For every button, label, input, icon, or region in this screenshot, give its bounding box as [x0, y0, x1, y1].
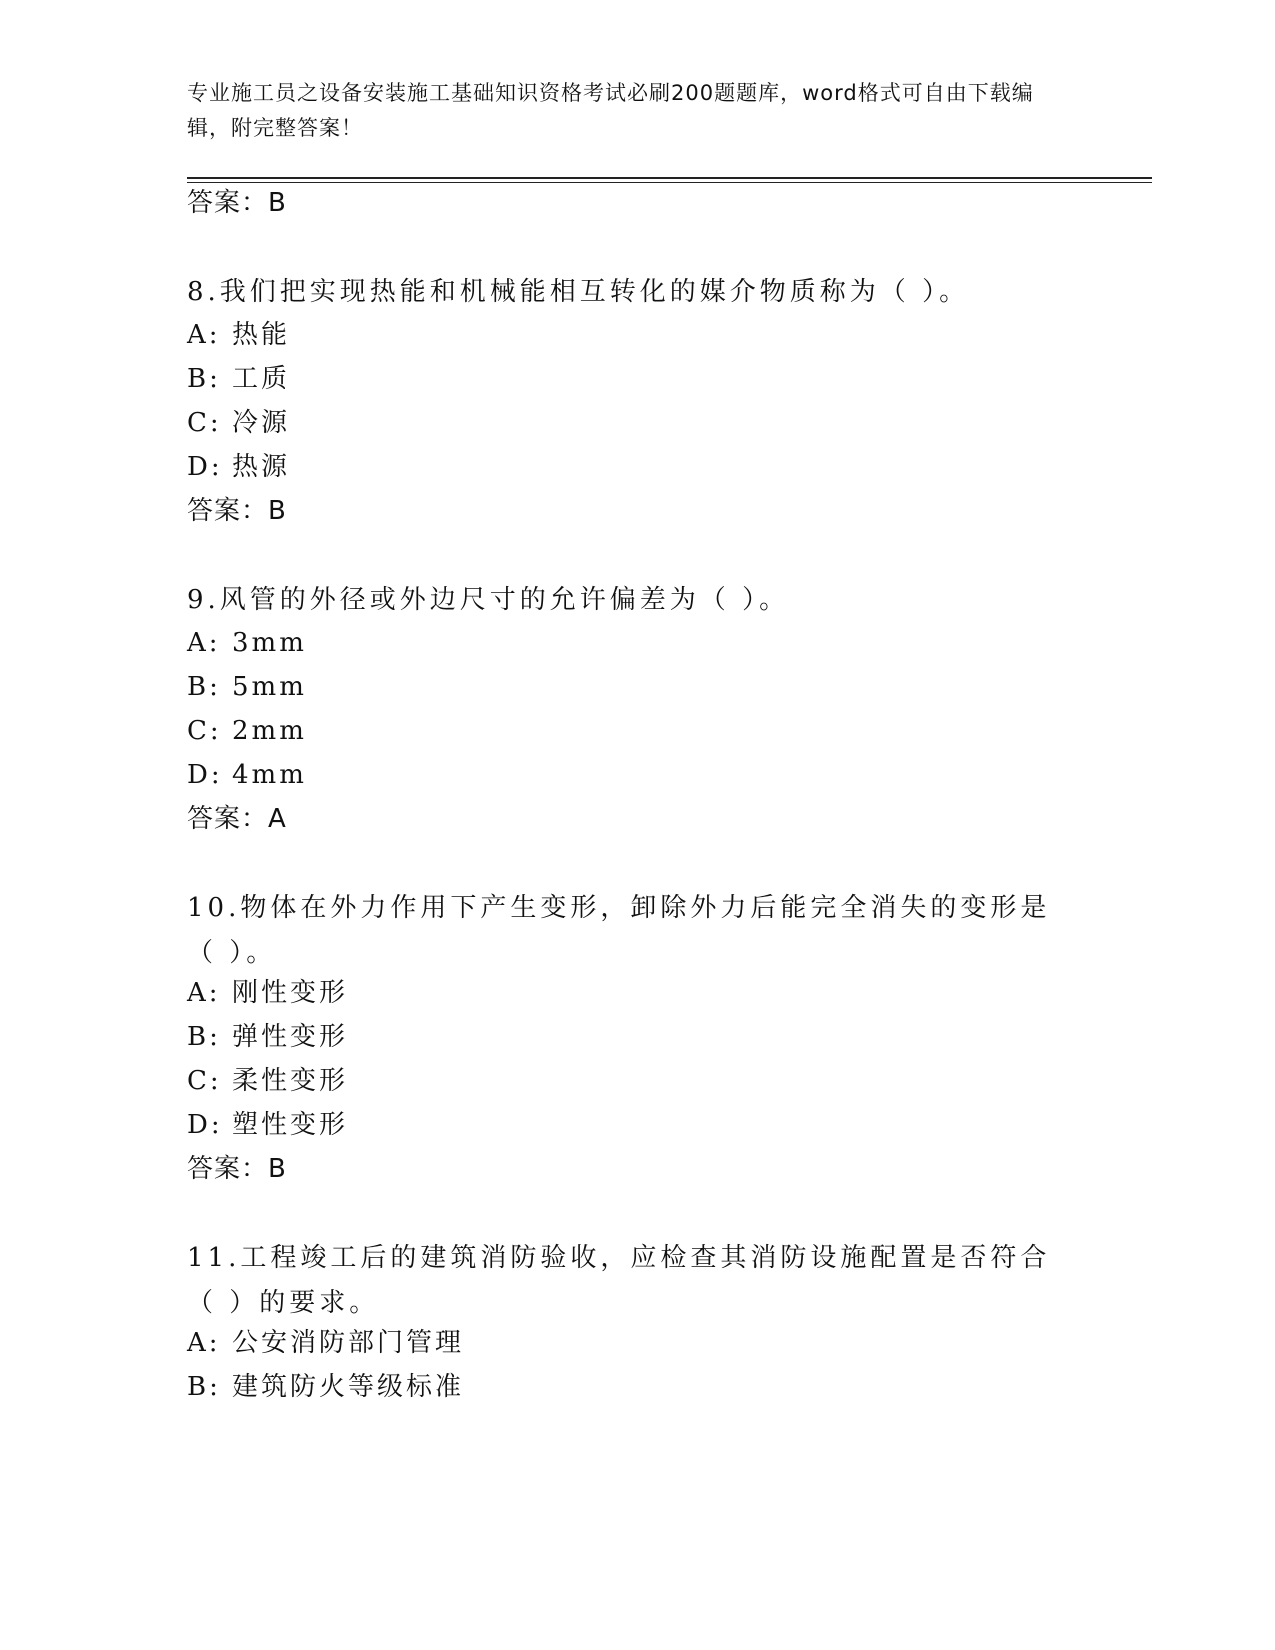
option-letter: D: [187, 1110, 223, 1140]
option-letter: C: [187, 1066, 222, 1096]
answer-value: B [268, 188, 287, 218]
option-10-b [187, 1020, 348, 1054]
option-11-b [187, 1370, 464, 1404]
option-text: 工质 [232, 364, 291, 394]
question-8: 8.我们把实现热能和机械能相互转化的媒介物质称为（ ）。 [187, 277, 970, 307]
option-8-b [187, 362, 290, 396]
header-divider-thin [187, 182, 1152, 183]
answer-line [187, 1152, 287, 1186]
option-text: 热能 [232, 320, 291, 350]
option-text: 刚性变形 [232, 978, 349, 1008]
option-letter: A: [187, 628, 221, 658]
answer-value: B [268, 496, 287, 526]
option-letter: B: [187, 672, 221, 702]
option-9-a [187, 626, 307, 660]
option-letter: C: [187, 408, 222, 438]
option-letter: D: [187, 452, 223, 482]
option-text: 塑性变形 [232, 1110, 349, 1140]
option-text: 弹性变形 [232, 1022, 349, 1052]
answer-label: 答案： [187, 1154, 269, 1184]
document-header: 专业施工员之设备安装施工基础知识资格考试必刷200题题库，word格式可自由下载编辑，附完整答案！ [187, 81, 1034, 140]
option-8-d [187, 450, 290, 484]
option-text: 2mm [232, 716, 307, 746]
option-letter: B: [187, 364, 221, 394]
option-letter: C: [187, 716, 222, 746]
option-text: 5mm [232, 672, 307, 702]
answer-line [187, 186, 287, 220]
answer-line [187, 802, 287, 836]
option-letter: A: [187, 320, 221, 350]
option-9-c [187, 714, 307, 748]
answer-label: 答案： [187, 496, 269, 526]
option-text: 公安消防部门管理 [232, 1328, 465, 1358]
option-text: 热源 [232, 452, 291, 482]
answer-label: 答案： [187, 804, 269, 834]
option-10-d [187, 1108, 348, 1142]
option-text: 冷源 [232, 408, 291, 438]
option-text: 3mm [232, 628, 307, 658]
option-10-a [187, 976, 348, 1010]
option-11-a [187, 1326, 464, 1360]
option-letter: B: [187, 1372, 221, 1402]
option-text: 柔性变形 [232, 1066, 349, 1096]
option-8-a [187, 318, 290, 352]
option-letter: A: [187, 1328, 221, 1358]
option-10-c [187, 1064, 348, 1098]
option-letter: B: [187, 1022, 221, 1052]
answer-label: 答案： [187, 188, 269, 218]
option-letter: D: [187, 760, 223, 790]
question-9: 9.风管的外径或外边尺寸的允许偏差为（ ）。 [187, 585, 790, 615]
answer-line [187, 494, 287, 528]
option-text: 4mm [232, 760, 307, 790]
header-divider-thick [187, 177, 1152, 179]
answer-value: A [268, 804, 287, 834]
question-10: 10.物体在外力作用下产生变形，卸除外力后能完全消失的变形是（ ）。 [187, 893, 1051, 968]
option-9-d [187, 758, 307, 792]
option-9-b [187, 670, 307, 704]
option-letter: A: [187, 978, 221, 1008]
question-11: 11.工程竣工后的建筑消防验收，应检查其消防设施配置是否符合（ ）的要求。 [187, 1243, 1051, 1318]
answer-value: B [268, 1154, 287, 1184]
option-8-c [187, 406, 290, 440]
option-text: 建筑防火等级标准 [232, 1372, 465, 1402]
